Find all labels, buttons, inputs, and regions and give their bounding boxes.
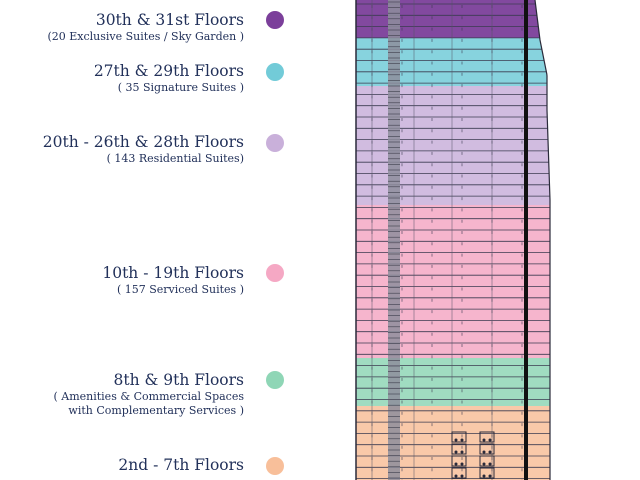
floor-legend (0, 0, 300, 480)
legend-dot-27-29 (266, 63, 284, 81)
legend-dot-30-31 (266, 11, 284, 29)
stacker-wheel (461, 439, 464, 442)
floor-band-f20-28 (356, 86, 550, 205)
stacker-wheel (483, 475, 486, 478)
legend-title: 30th & 31st Floors (95, 11, 244, 29)
stacker-wheel (489, 463, 492, 466)
legend-title: 8th & 9th Floors (113, 371, 244, 389)
legend-dot-8-9 (266, 371, 284, 389)
stacker-wheel (455, 475, 458, 478)
legend-title: 10th - 19th Floors (102, 264, 244, 282)
legend-item-27-29 (94, 61, 244, 95)
floor-band-f27-29 (356, 38, 547, 86)
structural-column (524, 0, 528, 480)
stacker-wheel (489, 451, 492, 454)
stacker-wheel (483, 439, 486, 442)
floor-band-f10-19 (356, 205, 550, 358)
legend-item-10-19 (102, 263, 244, 297)
legend-subtitle: ( 35 Signature Suites ) (117, 81, 244, 94)
legend-item-20-28 (43, 132, 244, 166)
lift-core (388, 0, 400, 480)
legend-dot-10-19 (266, 264, 284, 282)
floor-band-f30-31 (356, 0, 540, 38)
floor-band-f2-7 (356, 406, 550, 480)
legend-subtitle: ( 157 Serviced Suites ) (116, 283, 244, 296)
legend-title: 27th & 29th Floors (93, 62, 244, 80)
stacker-wheel (461, 463, 464, 466)
building-section-drawing (352, 0, 562, 480)
legend-title: 20th - 26th & 28th Floors (42, 133, 244, 151)
legend-subtitle: ( Amenities & Commercial Spaces (53, 390, 244, 403)
stacker-wheel (461, 475, 464, 478)
stacker-wheel (455, 439, 458, 442)
legend-item-30-31 (47, 10, 244, 44)
stacker-wheel (483, 463, 486, 466)
stacker-wheel (489, 439, 492, 442)
stacker-wheel (461, 451, 464, 454)
legend-subtitle: (20 Exclusive Suites / Sky Garden ) (47, 30, 244, 43)
stacker-wheel (455, 463, 458, 466)
legend-dot-20-28 (266, 134, 284, 152)
stacker-wheel (489, 475, 492, 478)
stacker-wheel (483, 451, 486, 454)
legend-item-2-7 (118, 455, 244, 475)
legend-item-8-9 (53, 370, 244, 418)
legend-title: 2nd - 7th Floors (118, 456, 244, 474)
legend-subtitle: with Complementary Services ) (68, 404, 244, 417)
legend-subtitle: ( 143 Residential Suites) (106, 152, 244, 165)
legend-dot-2-7 (266, 457, 284, 475)
stacker-wheel (455, 451, 458, 454)
